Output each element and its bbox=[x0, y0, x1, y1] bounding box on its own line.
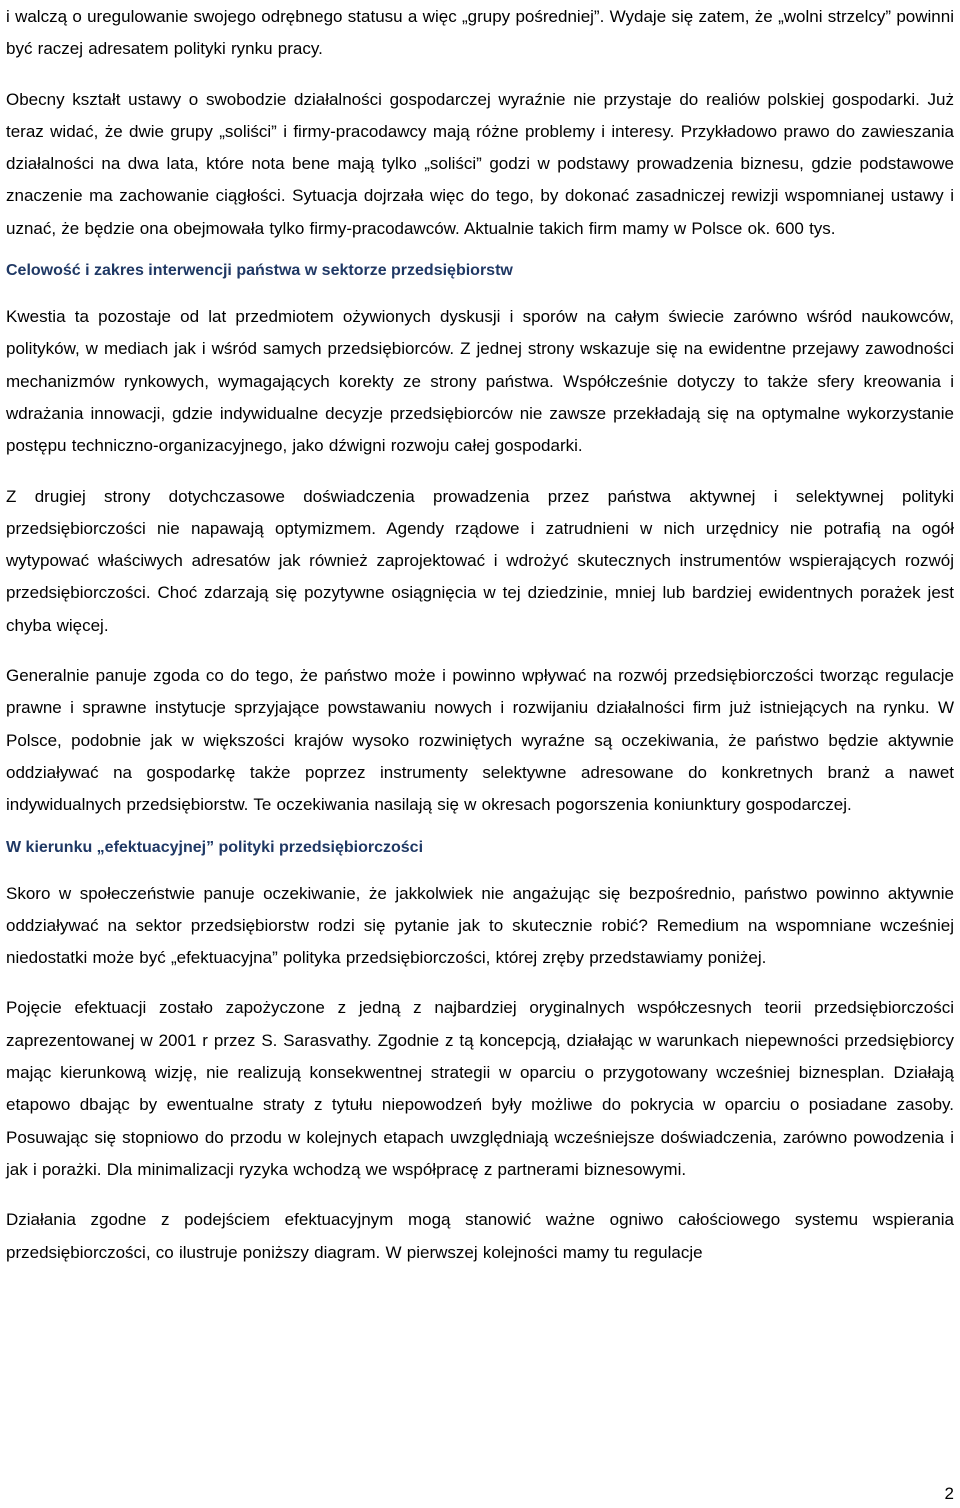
paragraph-skoro: Skoro w społeczeństwie panuje oczekiwanie, że jakkolwiek nie angażując się bezpośrednio, państwo powinno aktywnie oddziaływać na sektor przedsiębiorstw rodzi się pytanie jak to skutecznie robić? Remedium na wspomniane wcześniej niedostatki może być „efektuacyjna” polityka przedsiębiorczości, której zręby przedstawiamy poniżej. bbox=[6, 883, 954, 968]
page-number: 2 bbox=[944, 1484, 954, 1503]
section-heading-celowosc: Celowość i zakres interwencji państwa w sektorze przedsiębiorstw bbox=[6, 262, 513, 280]
section-heading-efektuacja: W kierunku „efektuacyjnej” polityki przedsiębiorczości bbox=[6, 838, 424, 856]
paragraph-pojecie-efektuacji: Pojęcie efektuacji zostało zapożyczone z jedną z najbardziej oryginalnych współczesnych teorii przedsiębiorczości zaprezentowanej w 2001 r przez S. Sarasvathy. Zgodnie z tą koncepcją, działając w warunkach niepewności przedsiębiorcy mając kierunkową wizję, nie realizują konsekwentnej strategii w oparciu o przygotowany wcześniej biznesplan. Działają etapowo dbając by ewentualne straty z tytułu niepowodzeń były możliwe do pokrycia w oparciu o posiadane zasoby. Posuwając się stopniowo do przodu w kolejnych etapach uwzględniają wcześniejsze doświadczenia, zarówno powodzenia i jak i porażki. Dla minimalizacji ryzyka wchodzą we współpracę z partnerami biznesowymi. bbox=[6, 998, 954, 1179]
paragraph-generalnie: Generalnie panuje zgoda co do tego, że państwo może i powinno wpływać na rozwój przedsiębiorczości tworząc regulacje prawne i sprawne instytucje sprzyjające powstawaniu nowych i rozwijaniu działalności firm już istniejących na rynku. W Polsce, podobnie jak w większości krajów wysoko rozwiniętych wyraźne są oczekiwania, że państwo będzie aktywnie oddziaływać na gospodarkę także poprzez instrumenty selektywne adresowane do konkretnych branż a nawet indywidualnych przedsiębiorstw. Te oczekiwania nasilają się w okresach pogorszenia koniunktury gospodarczej. bbox=[6, 666, 954, 815]
document-page bbox=[6, 0, 954, 1269]
paragraph-ustawa: Obecny kształt ustawy o swobodzie działalności gospodarczej wyraźnie nie przystaje do realiów polskiej gospodarki. Już teraz widać, że dwie grupy „soliści” i firmy-pracodawcy mają różne problemy i interesy. Przykładowo prawo do zawieszania działalności na dwa lata, które nota bene mają tylko „soliści” godzi w podstawy prowadzenia biznesu, gdzie podstawowe znaczenie ma zachowanie ciągłości. Sytuacja dojrzała więc do tego, by dokonać zasadniczej rewizji wspomnianej ustawy i uznać, że będzie ona obejmowała tylko firmy-pracodawców. Aktualnie takich firm mamy w Polsce ok. 600 tys. bbox=[6, 89, 954, 238]
paragraph-wolni-strzelcy: i walczą o uregulowanie swojego odrębnego statusu a więc „grupy pośredniej”. Wydaje się zatem, że „wolni strzelcy” powinni być raczej adresatem polityki rynku pracy. bbox=[6, 7, 954, 59]
paragraph-z-drugiej-strony: Z drugiej strony dotychczasowe doświadczenia prowadzenia przez państwa aktywnej i selektywnej polityki przedsiębiorczości nie napawają optymizmem. Agendy rządowe i zatrudnieni w nich urzędnicy nie potrafią na ogół wytypować właściwych adresatów jak również zaprojektować i wdrożyć skutecznych instrumentów wspierających rozwój przedsiębiorczości. Choć zdarzają się pozytywne osiągnięcia w tej dziedzinie, mniej lub bardziej ewidentnych porażek jest chyba więcej. bbox=[6, 486, 954, 635]
paragraph-kwestia: Kwestia ta pozostaje od lat przedmiotem ożywionych dyskusji i sporów na całym świecie zarówno wśród naukowców, polityków, w mediach jak i wśród samych przedsiębiorców. Z jednej strony wskazuje się na ewidentne przejawy zawodności mechanizmów rynkowych, wymagających korekty ze strony państwa. Współcześnie dotyczy to także sfery kreowania i wdrażania innowacji, gdzie indywidualne decyzje przedsiębiorców nie zawsze przekładają się na optymalne wykorzystanie postępu techniczno-organizacyjnego, jako dźwigni rozwoju całej gospodarki. bbox=[6, 307, 954, 456]
paragraph-dzialania: Działania zgodne z podejściem efektuacyjnym mogą stanowić ważne ogniwo całościowego systemu wspierania przedsiębiorczości, co ilustruje poniższy diagram. W pierwszej kolejności mamy tu regulacje bbox=[6, 1210, 954, 1262]
